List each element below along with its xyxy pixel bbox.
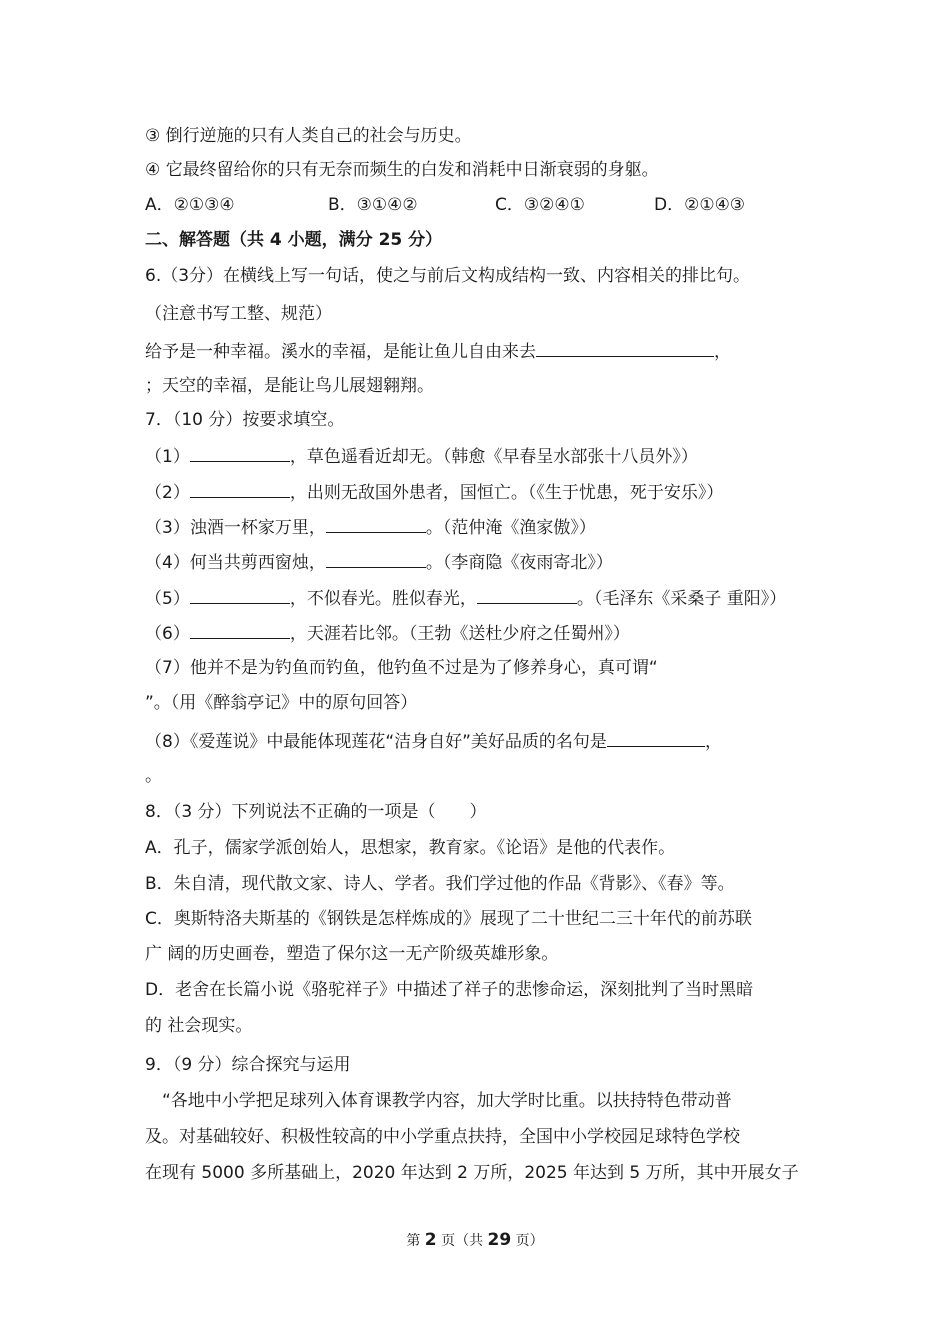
item-number: （5） xyxy=(145,589,190,609)
item-text: （8）《爱莲说》中最能体现莲花“洁身自好”美好品质的名句是 xyxy=(145,732,607,752)
choice-d: D．②①④③ xyxy=(654,195,746,215)
answer-blank xyxy=(536,338,714,357)
choice-a: A．②①③④ xyxy=(145,195,235,215)
q8-option-c-line2: 广 阔的历史画卷，塑造了保尔这一无产阶级英雄形象。 xyxy=(145,944,559,964)
q7-item-7-line1: （7）他并不是为钓鱼而钓鱼，他钓鱼不过是为了修养身心，真可谓“ xyxy=(145,658,658,678)
page-footer xyxy=(0,1229,950,1252)
item-text: 。（李商隐《夜雨寄北》） xyxy=(425,553,613,573)
section-heading: 二、解答题（共 4 小题，满分 25 分） xyxy=(145,230,443,250)
q7-stem: 7．（10 分）按要求填空。 xyxy=(145,410,345,430)
q7-item-2 xyxy=(145,479,810,505)
footer-text: 页） xyxy=(511,1233,544,1249)
q6-comma: ， xyxy=(714,342,731,362)
q8-option-a: A．孔子，儒家学派创始人，思想家，教育家。《论语》是他的代表作。 xyxy=(145,838,676,858)
item-text: （3）浊酒一杯家万里， xyxy=(145,518,326,538)
q9-paragraph-line3: 在现有 5000 多所基础上，2020 年达到 2 万所，2025 年达到 5 万所，其中开展女子 xyxy=(145,1163,799,1183)
q6-line2: ；天空的幸福，是能让鸟儿展翅翱翔。 xyxy=(145,376,434,396)
item-text: ，天涯若比邻。（王勃《送杜少府之任蜀州》） xyxy=(289,624,630,644)
item-text: ， xyxy=(704,732,722,752)
answer-blank xyxy=(607,728,705,747)
item-text: 。（毛泽东《采桑子 重阳》） xyxy=(576,589,787,609)
choice-c: C．③②④① xyxy=(495,195,585,215)
q9-paragraph-line2: 及。对基础较好、积极性较高的中小学重点扶持，全国中小学校园足球特色学校 xyxy=(145,1127,740,1147)
q7-item-4 xyxy=(145,549,810,575)
page-number: 2 xyxy=(424,1230,437,1250)
answer-blank xyxy=(190,443,290,462)
option-line-3: ③ 倒行逆施的只有人类自己的社会与历史。 xyxy=(145,126,472,146)
q9-paragraph-line1: “各地中小学把足球列入体育课教学内容，加大学时比重。以扶持特色带动普 xyxy=(145,1091,732,1111)
footer-text: 页（共 xyxy=(436,1233,488,1249)
footer-text: 第 xyxy=(406,1233,425,1249)
q8-option-d-line1: D．老舍在长篇小说《骆驼祥子》中描述了祥子的悲惨命运，深刻批判了当时黑暗 xyxy=(145,980,754,1000)
item-text: ，出则无敌国外患者，国恒亡。（《生于忧患，死于安乐》） xyxy=(289,483,724,503)
answer-blank xyxy=(477,585,577,604)
q7-item-5 xyxy=(145,585,810,611)
q6-stem: 6.（3分）在横线上写一句话，使之与前后文构成结构一致、内容相关的排比句。 xyxy=(145,266,751,286)
item-text: ，草色遥看近却无。（韩愈《早春呈水部张十八员外》） xyxy=(289,447,698,467)
answer-blank xyxy=(190,585,290,604)
item-number: （1） xyxy=(145,447,190,467)
item-text: （4）何当共剪西窗烛， xyxy=(145,553,326,573)
q7-item-1 xyxy=(145,443,810,469)
answer-blank xyxy=(190,620,290,639)
q7-item-3 xyxy=(145,514,810,540)
q7-item-8-line2: 。 xyxy=(145,766,162,786)
item-text: 。（范仲淹《渔家傲》） xyxy=(425,518,596,538)
item-number: （6） xyxy=(145,624,190,644)
choice-b: B．③①④② xyxy=(328,195,418,215)
q8-option-c-line1: C．奥斯特洛夫斯基的《钢铁是怎样炼成的》展现了二十世纪二三十年代的前苏联 xyxy=(145,909,752,929)
answer-blank xyxy=(326,549,426,568)
q7-item-6 xyxy=(145,620,810,646)
answer-blank xyxy=(326,514,426,533)
q6-text: 给予是一种幸福。溪水的幸福，是能让鱼儿自由来去 xyxy=(145,342,536,362)
item-number: （2） xyxy=(145,483,190,503)
q6-line1 xyxy=(145,338,810,364)
item-text: ，不似春光。胜似春光， xyxy=(289,589,477,609)
q8-option-b: B．朱自清，现代散文家、诗人、学者。我们学过他的作品《背影》、《春》等。 xyxy=(145,874,735,894)
q9-stem: 9．（9 分）综合探究与运用 xyxy=(145,1055,351,1075)
q7-item-8 xyxy=(145,728,810,754)
option-line-4: ④ 它最终留给你的只有无奈而频生的白发和消耗中日渐衰弱的身躯。 xyxy=(145,160,659,180)
q8-option-d-line2: 的 社会现实。 xyxy=(145,1016,253,1036)
q6-note: （注意书写工整、规范） xyxy=(145,304,332,324)
page-total: 29 xyxy=(487,1230,512,1250)
answer-blank xyxy=(190,479,290,498)
q7-item-7-line2: ”。（用《醉翁亭记》中的原句回答） xyxy=(145,693,418,713)
q8-stem: 8．（3 分）下列说法不正确的一项是（ ） xyxy=(145,802,487,822)
